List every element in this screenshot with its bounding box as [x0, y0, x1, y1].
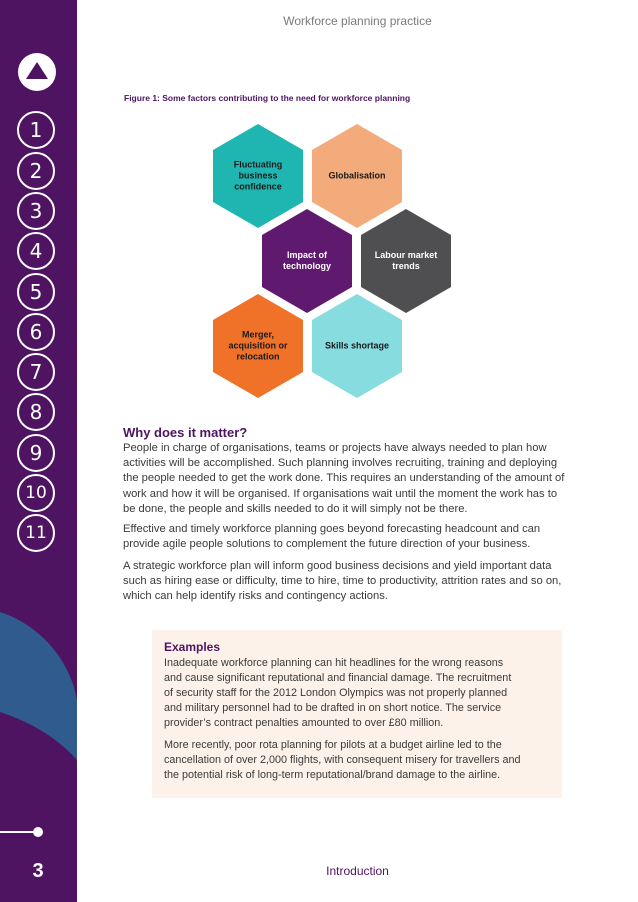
hex-globalisation-label	[312, 171, 402, 182]
hex-label-line: Globalisation	[328, 170, 386, 181]
paragraph-line: work and how it will be organised. If organisations wait until the moment the work has to	[123, 487, 558, 500]
nav-section-8[interactable]: 8	[17, 393, 55, 431]
nav-section-1[interactable]: 1	[17, 111, 55, 149]
paragraph-line: of security staff for the 2012 London Olympics was not properly planned	[164, 687, 508, 699]
examples-box	[152, 630, 562, 798]
section-paragraph-1	[123, 441, 588, 517]
paragraph-line: and cause significant reputational and financial damage. The recruitment	[164, 672, 512, 684]
hex-labour-market-label	[361, 250, 451, 272]
paragraph-line: the potential risk of long-term reputational/brand damage to the airline.	[164, 769, 501, 781]
paragraph-line: More recently, poor rota planning for pilots at a budget airline led to the	[164, 739, 502, 751]
hex-impact-technology-label	[262, 250, 352, 272]
why-section	[123, 425, 588, 440]
hex-merger-acquisition-label	[213, 330, 303, 363]
paragraph-line: such as hiring ease or difficulty, time to hire, time to productivity, attrition rates and so on,	[123, 575, 562, 588]
hex-label-line: technology	[282, 261, 331, 271]
figure-caption: Figure 1: Some factors contributing to the need for workforce planning	[124, 93, 411, 103]
paragraph-line: People in charge of organisations, teams or projects have always needed to plan how	[123, 442, 547, 454]
paragraph-line: provide agile people solutions to complement the future direction of your business.	[123, 538, 531, 551]
hex-label-line: Labour market	[374, 250, 438, 260]
paragraph-line: Inadequate workforce planning can hit headlines for the wrong reasons	[164, 657, 504, 669]
hex-label-line: acquisition or	[228, 340, 288, 351]
nav-section-6[interactable]: 6	[17, 313, 55, 351]
nav-section-10[interactable]: 10	[17, 474, 55, 512]
nav-section-9[interactable]: 9	[17, 434, 55, 472]
nav-section-4[interactable]: 4	[17, 232, 55, 270]
footer-section-link[interactable]: Introduction	[326, 864, 389, 878]
header-title: Workforce planning practice	[283, 14, 432, 28]
hex-label-line: Fluctuating	[233, 159, 283, 170]
nav-section-5[interactable]: 5	[17, 273, 55, 311]
paragraph-line: cancellation of over 2,000 flights, with consequent misery for travellers and	[164, 754, 521, 766]
hex-label-line: confidence	[234, 181, 282, 192]
page-number: 3	[32, 860, 44, 882]
paragraph-line: which can help identify risks and contingency actions.	[123, 590, 388, 603]
paragraph-line: the people needed to get the work done. This requires an understanding of the amount of	[123, 472, 565, 485]
paragraph-line: and military personnel had to be drafted in on short notice. The service	[164, 702, 502, 714]
paragraph-line: Effective and timely workforce planning goes beyond forecasting headcount and can	[123, 523, 541, 535]
hex-label-line: Skills shortage	[324, 340, 390, 351]
section-paragraph-3	[123, 559, 588, 605]
hex-label-line: trends	[392, 261, 420, 271]
paragraph-line: activities will be accomplished. Such planning involves recruiting, training and deploying	[123, 457, 558, 470]
hex-fluctuating-confidence-label	[213, 160, 303, 193]
paragraph-line: A strategic workforce plan will inform good business decisions and yield important data	[123, 560, 552, 572]
hex-label-line: Impact of	[286, 250, 327, 260]
nav-section-2[interactable]: 2	[17, 152, 55, 190]
section-paragraph-2	[123, 522, 588, 552]
hex-skills-shortage-label	[312, 341, 402, 352]
examples-paragraph-1	[164, 656, 550, 731]
paragraph-line: be done, the people and skills needed to do it will simply not be there.	[123, 502, 468, 515]
section-heading: Why does it matter?	[123, 425, 248, 440]
examples-heading: Examples	[164, 640, 221, 654]
hex-label-line: business	[238, 170, 278, 181]
nav-section-11[interactable]: 11	[17, 514, 55, 552]
examples-paragraph-2	[164, 738, 550, 783]
nav-section-3[interactable]: 3	[17, 192, 55, 230]
hex-label-line: relocation	[236, 351, 280, 362]
nav-section-7[interactable]: 7	[17, 353, 55, 391]
paragraph-line: provider’s contract penalties amounted to over £80 million.	[164, 717, 444, 729]
hex-label-line: Merger,	[241, 329, 274, 340]
